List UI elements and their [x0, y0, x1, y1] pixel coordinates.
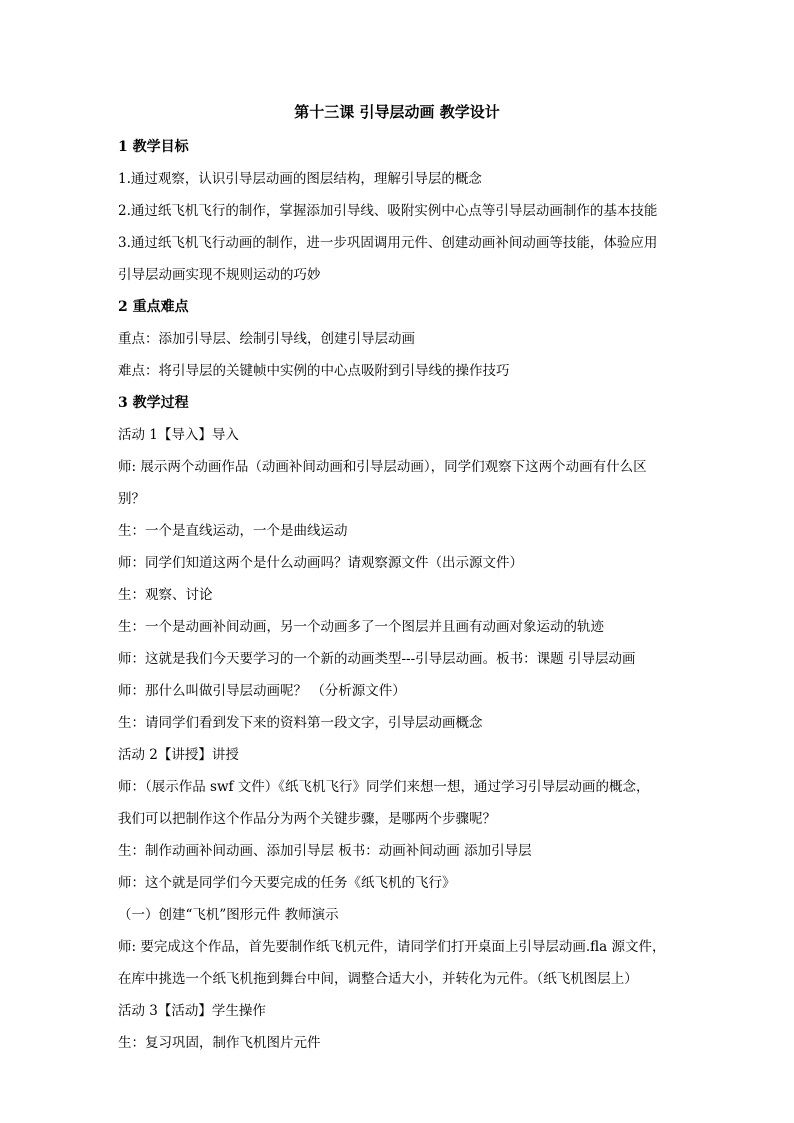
paragraph-line: 在库中挑选一个纸飞机拖到舞台中间，调整合适大小，并转化为元件。（纸飞机图层上）: [118, 971, 638, 987]
section-heading-objectives: 1 教学目标: [118, 139, 189, 155]
paragraph-line: 别？: [118, 491, 145, 507]
paragraph-line: 生：一个是动画补间动画，另一个动画多了一个图层并且画有动画对象运动的轨迹: [118, 619, 604, 635]
paragraph-line: 师：同学们知道这两个是什么动画吗？请观察源文件（出示源文件）: [118, 555, 523, 571]
paragraph-line: 重点：添加引导层、绘制引导线，创建引导层动画: [118, 331, 415, 347]
paragraph-line: 生：请同学们看到发下来的资料第一段文字，引导层动画概念: [118, 715, 483, 731]
paragraph-line: 3.通过纸飞机飞行动画的制作，进一步巩固调用元件、创建动画补间动画等技能，体验应用: [118, 235, 658, 251]
paragraph-line: 引导层动画实现不规则运动的巧妙: [118, 267, 321, 283]
paragraph-line: 我们可以把制作这个作品分为两个关键步骤，是哪两个步骤呢？: [118, 811, 496, 827]
paragraph-line: 师：这个就是同学们今天要完成的任务《纸飞机的飞行》: [118, 875, 456, 891]
paragraph-line: 生：一个是直线运动，一个是曲线运动: [118, 523, 348, 539]
section-heading-key-points: 2 重点难点: [118, 299, 189, 315]
activity-heading: 活动 2【讲授】讲授: [118, 747, 239, 763]
paragraph-line: 师：那什么叫做引导层动画呢？ （分析源文件）: [118, 683, 406, 699]
document-body: [118, 131, 678, 1059]
section-heading-process: 3 教学过程: [118, 395, 189, 411]
paragraph-line: 生：复习巩固，制作飞机图片元件: [118, 1035, 321, 1051]
paragraph-line: （一）创建“飞机”图形元件 教师演示: [118, 907, 339, 923]
paragraph-line: 师: 要完成这个作品，首先要制作纸飞机元件，请同学们打开桌面上引导层动画.fla 源文件，: [118, 939, 666, 955]
paragraph-line: 生：观察、讨论: [118, 587, 213, 603]
paragraph-line: 师：这就是我们今天要学习的一个新的动画类型---引导层动画。板书：课题 引导层动画: [118, 651, 636, 667]
paragraph-line: 1.通过观察，认识引导层动画的图层结构，理解引导层的概念: [118, 171, 482, 187]
paragraph-line: 2.通过纸飞机飞行的制作，掌握添加引导线、吸附实例中心点等引导层动画制作的基本技能: [118, 203, 658, 219]
document-title: 第十三课 引导层动画 教学设计: [294, 103, 500, 121]
paragraph-line: 师：（展示作品 swf 文件）《纸飞机飞行》同学们来想一想，通过学习引导层动画的概念，: [118, 779, 650, 795]
paragraph-line: 师: 展示两个动画作品（动画补间动画和引导层动画），同学们观察下这两个动画有什么区: [118, 459, 647, 475]
activity-heading: 活动 3【活动】学生操作: [118, 1003, 266, 1019]
paragraph-line: 难点：将引导层的关键帧中实例的中心点吸附到引导线的操作技巧: [118, 363, 510, 379]
paragraph-line: 生：制作动画补间动画、添加引导层 板书：动画补间动画 添加引导层: [118, 843, 532, 859]
activity-heading: 活动 1【导入】导入: [118, 427, 239, 443]
